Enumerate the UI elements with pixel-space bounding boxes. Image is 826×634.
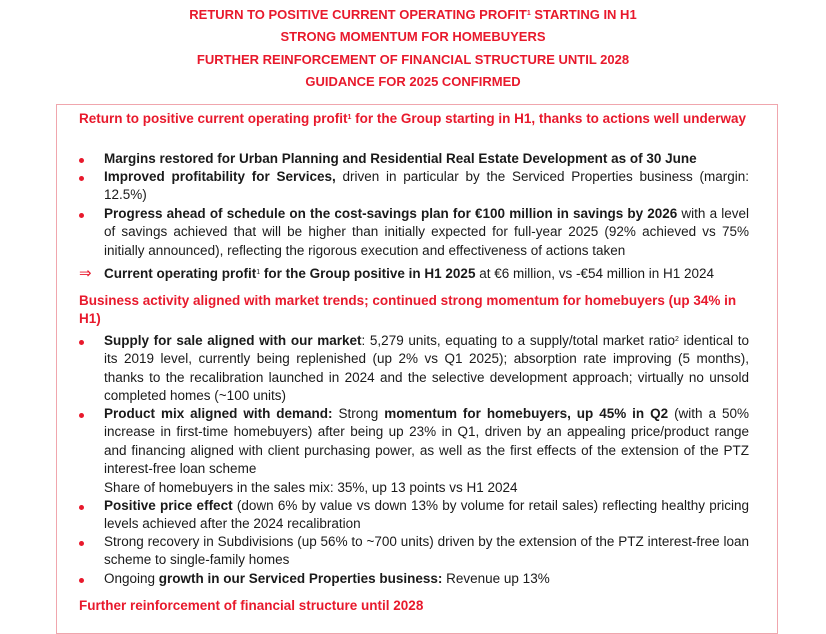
headline-2: STRONG MOMENTUM FOR HOMEBUYERS <box>280 29 546 44</box>
s2-b5-bold: growth in our Serviced Properties business: <box>158 571 443 586</box>
headline-1-suffix: STARTING IN H1 <box>530 7 637 22</box>
footnote-mark: 1 <box>256 269 261 276</box>
s1-b1-text: Margins restored for Urban Planning and Residential Real Estate Development as of 30 June <box>104 151 697 166</box>
footnote-mark: 1 <box>347 114 352 121</box>
bullet-icon <box>79 205 99 223</box>
section-1-title-a: Return to positive current operating profit <box>79 111 348 126</box>
s2-b2-text-b: (with a 50% increase in first-time homebuyers) after being up 23% in Q1, driven by an appealing price/product range and financing aligned with client purchasing power, as well as the first effects of the extension of the PTZ interest-free loan scheme <box>104 406 749 477</box>
s2-b3-text: (down 6% by value vs down 13% by volume for retail sales) reflecting healthy pricing levels achieved after the 2024 recalibration <box>104 498 749 532</box>
list-item <box>79 497 749 534</box>
list-item <box>79 332 749 406</box>
s2-b2-text-a: Strong <box>332 406 385 421</box>
s2-b2-bold: Product mix aligned with demand: <box>104 406 333 421</box>
s2-b2-line2: Share of homebuyers in the sales mix: 35%, up 13 points vs H1 2024 <box>104 479 518 495</box>
s1-b3-text: with a level of savings achieved that will be higher than initially expected for full-year 2025 (92% achieved vs 75% initially announced), reflecting the rigorous execution and effectiveness of actions taken <box>104 206 749 258</box>
headline-1-text: RETURN TO POSITIVE CURRENT OPERATING PROFIT <box>189 7 527 22</box>
s1-b2-text: driven in particular by the Serviced Properties business (margin: 12.5%) <box>104 169 749 203</box>
bullet-icon <box>79 332 99 350</box>
s2-b1-bold: Supply for sale aligned with our market <box>104 333 362 348</box>
footnote-mark: 2 <box>674 336 679 343</box>
s1-b3-bold: Progress ahead of schedule on the cost-savings plan for €100 million in savings by 2026 <box>104 206 678 221</box>
headline-1 <box>0 4 826 26</box>
section-1-title-b: for the Group starting in H1, thanks to actions well underway <box>351 111 746 126</box>
bullet-icon <box>79 497 99 515</box>
s2-b5-text-a: Ongoing <box>104 571 159 586</box>
footnote-mark: 1 <box>526 10 531 17</box>
s1-arrow-bold-b: for the Group positive in H1 2025 <box>260 266 476 281</box>
bullet-icon <box>79 570 99 588</box>
section-3-title: Further reinforcement of financial structure until 2028 <box>79 598 424 613</box>
s2-b3-bold: Positive price effect <box>104 498 233 513</box>
list-item-arrow <box>79 265 749 283</box>
section-1-title <box>79 110 749 128</box>
headline-3: FURTHER REINFORCEMENT OF FINANCIAL STRUCTURE UNTIL 2028 <box>196 52 630 67</box>
list-item <box>79 150 749 168</box>
s1-b2-bold: Improved profitability for Services, <box>104 169 336 184</box>
list-item <box>79 533 749 570</box>
s1-arrow-text: at €6 million, vs -€54 million in H1 2024 <box>475 266 715 281</box>
headline-4: GUIDANCE FOR 2025 CONFIRMED <box>305 74 521 89</box>
list-item <box>79 205 749 260</box>
s2-b4-text: Strong recovery in Subdivisions (up 56% to ~700 units) driven by the extension of the PTZ interest-free loan scheme to single-family homes <box>104 534 749 568</box>
s2-b2-bold2: momentum for homebuyers, up 45% in Q2 <box>384 406 669 421</box>
highlights-box <box>56 104 778 634</box>
s1-arrow-bold-a: Current operating profit <box>104 266 257 281</box>
list-item <box>79 570 749 588</box>
arrow-right-icon: ⇒ <box>79 265 92 282</box>
list-item <box>79 168 749 205</box>
bullet-icon <box>79 150 99 168</box>
s2-b1-text-a: : 5,279 units, equating to a supply/total market ratio <box>361 333 675 348</box>
bullet-icon <box>79 533 99 551</box>
section-2-title: Business activity aligned with market trends; continued strong momentum for homebuyers (up 34% in H1) <box>79 293 737 326</box>
s2-b1-text-b: identical to its 2019 level, currently being replenished (up 2% vs Q1 2025); absorption rate improving (5 months), thanks to the recalibration launched in 2024 and the selective development approach; virtually no unsold completed homes (~100 units) <box>104 333 749 404</box>
bullet-icon <box>79 405 99 423</box>
list-item <box>79 405 749 497</box>
s2-b5-text-b: Revenue up 13% <box>442 571 550 586</box>
bullet-icon <box>79 168 99 186</box>
